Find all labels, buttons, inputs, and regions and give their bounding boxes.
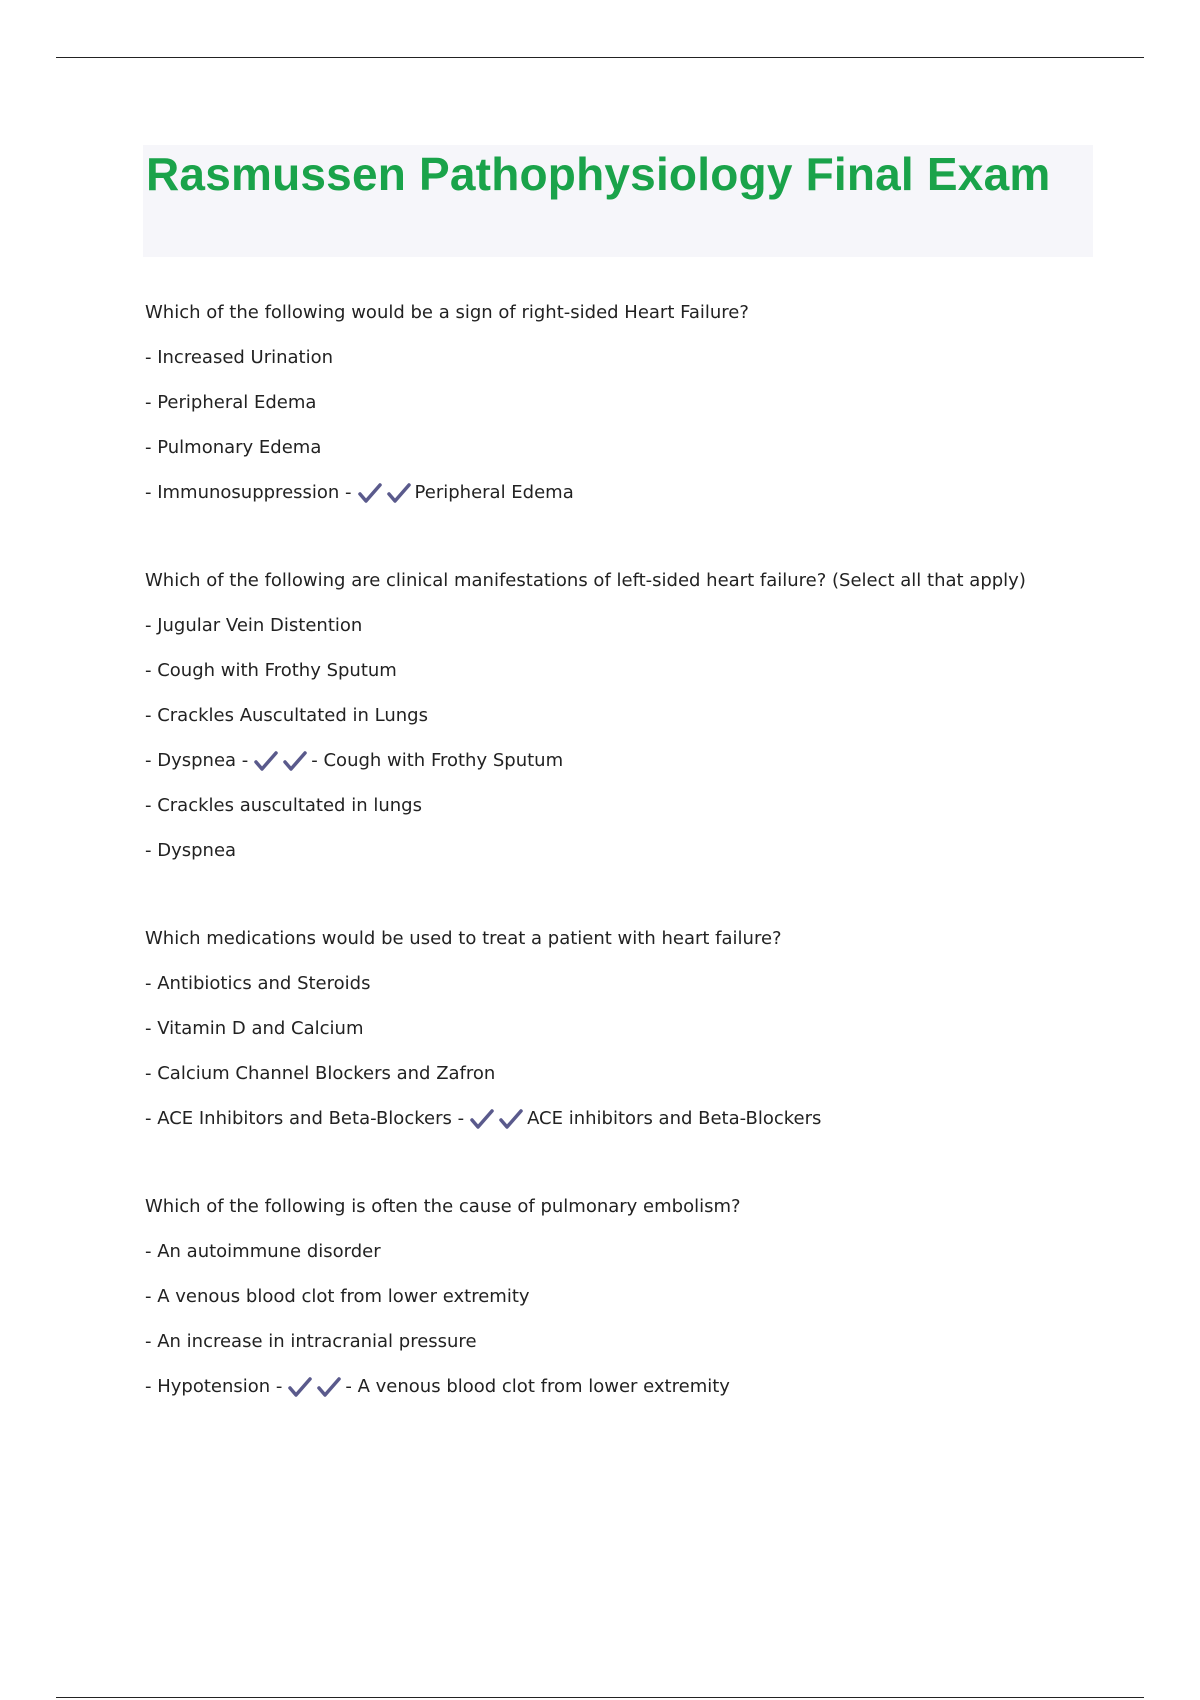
option-item: - An autoimmune disorder (145, 1241, 381, 1262)
check-icon (283, 750, 307, 772)
option-item: - Hypotension - (145, 1376, 283, 1397)
option-item: - A venous blood clot from lower extremity (145, 1286, 530, 1307)
option-item: - Cough with Frothy Sputum (145, 660, 397, 681)
check-icon (254, 750, 278, 772)
answer-checks (254, 750, 307, 772)
answer-checks (470, 1108, 523, 1130)
answer-checks (288, 1376, 341, 1398)
check-icon (288, 1376, 312, 1398)
option-item: - Immunosuppression - (145, 482, 352, 503)
option-item: - ACE Inhibitors and Beta-Blockers - (145, 1108, 465, 1129)
option-item: - Dyspnea - (145, 750, 249, 771)
option-item: - Crackles Auscultated in Lungs (145, 705, 428, 726)
question-text: Which medications would be used to treat a patient with heart failure? (145, 928, 782, 949)
question-block-1 (145, 300, 1075, 506)
correct-answer: ACE inhibitors and Beta-Blockers (527, 1108, 822, 1129)
answer-line (145, 748, 1075, 774)
question-block-2 (145, 568, 1075, 864)
option-item: - Calcium Channel Blockers and Zafron (145, 1063, 496, 1084)
option-item: - Peripheral Edema (145, 392, 317, 413)
correct-answer: - Cough with Frothy Sputum (311, 750, 564, 771)
correct-answer-extra: - Dyspnea (145, 840, 237, 861)
option-item: - Jugular Vein Distention (145, 615, 363, 636)
answer-checks (358, 482, 411, 504)
question-block-3 (145, 926, 1075, 1132)
option-item: - Pulmonary Edema (145, 437, 322, 458)
option-item: - Increased Urination (145, 347, 334, 368)
option-item: - Vitamin D and Calcium (145, 1018, 364, 1039)
exam-content (145, 300, 1075, 1400)
answer-line (145, 1374, 1075, 1400)
question-text: Which of the following would be a sign of right-sided Heart Failure? (145, 302, 749, 323)
check-icon (387, 482, 411, 504)
correct-answer: Peripheral Edema (414, 482, 574, 503)
answer-line (145, 480, 1075, 506)
title-banner (143, 145, 1093, 257)
check-icon (499, 1108, 523, 1130)
bottom-rule (56, 1697, 1144, 1698)
correct-answer: - A venous blood clot from lower extremity (345, 1376, 730, 1397)
question-text: Which of the following are clinical manifestations of left-sided heart failure? (Select all that apply) (145, 570, 1026, 591)
page-title: Rasmussen Pathophysiology Final Exam (146, 148, 1051, 200)
check-icon (358, 482, 382, 504)
option-item: - Antibiotics and Steroids (145, 973, 371, 994)
check-icon (317, 1376, 341, 1398)
top-rule (56, 57, 1144, 58)
option-item: - An increase in intracranial pressure (145, 1331, 477, 1352)
question-text: Which of the following is often the cause of pulmonary embolism? (145, 1196, 741, 1217)
correct-answer-extra: - Crackles auscultated in lungs (145, 795, 422, 816)
question-block-4 (145, 1194, 1075, 1400)
answer-line (145, 1106, 1075, 1132)
check-icon (470, 1108, 494, 1130)
